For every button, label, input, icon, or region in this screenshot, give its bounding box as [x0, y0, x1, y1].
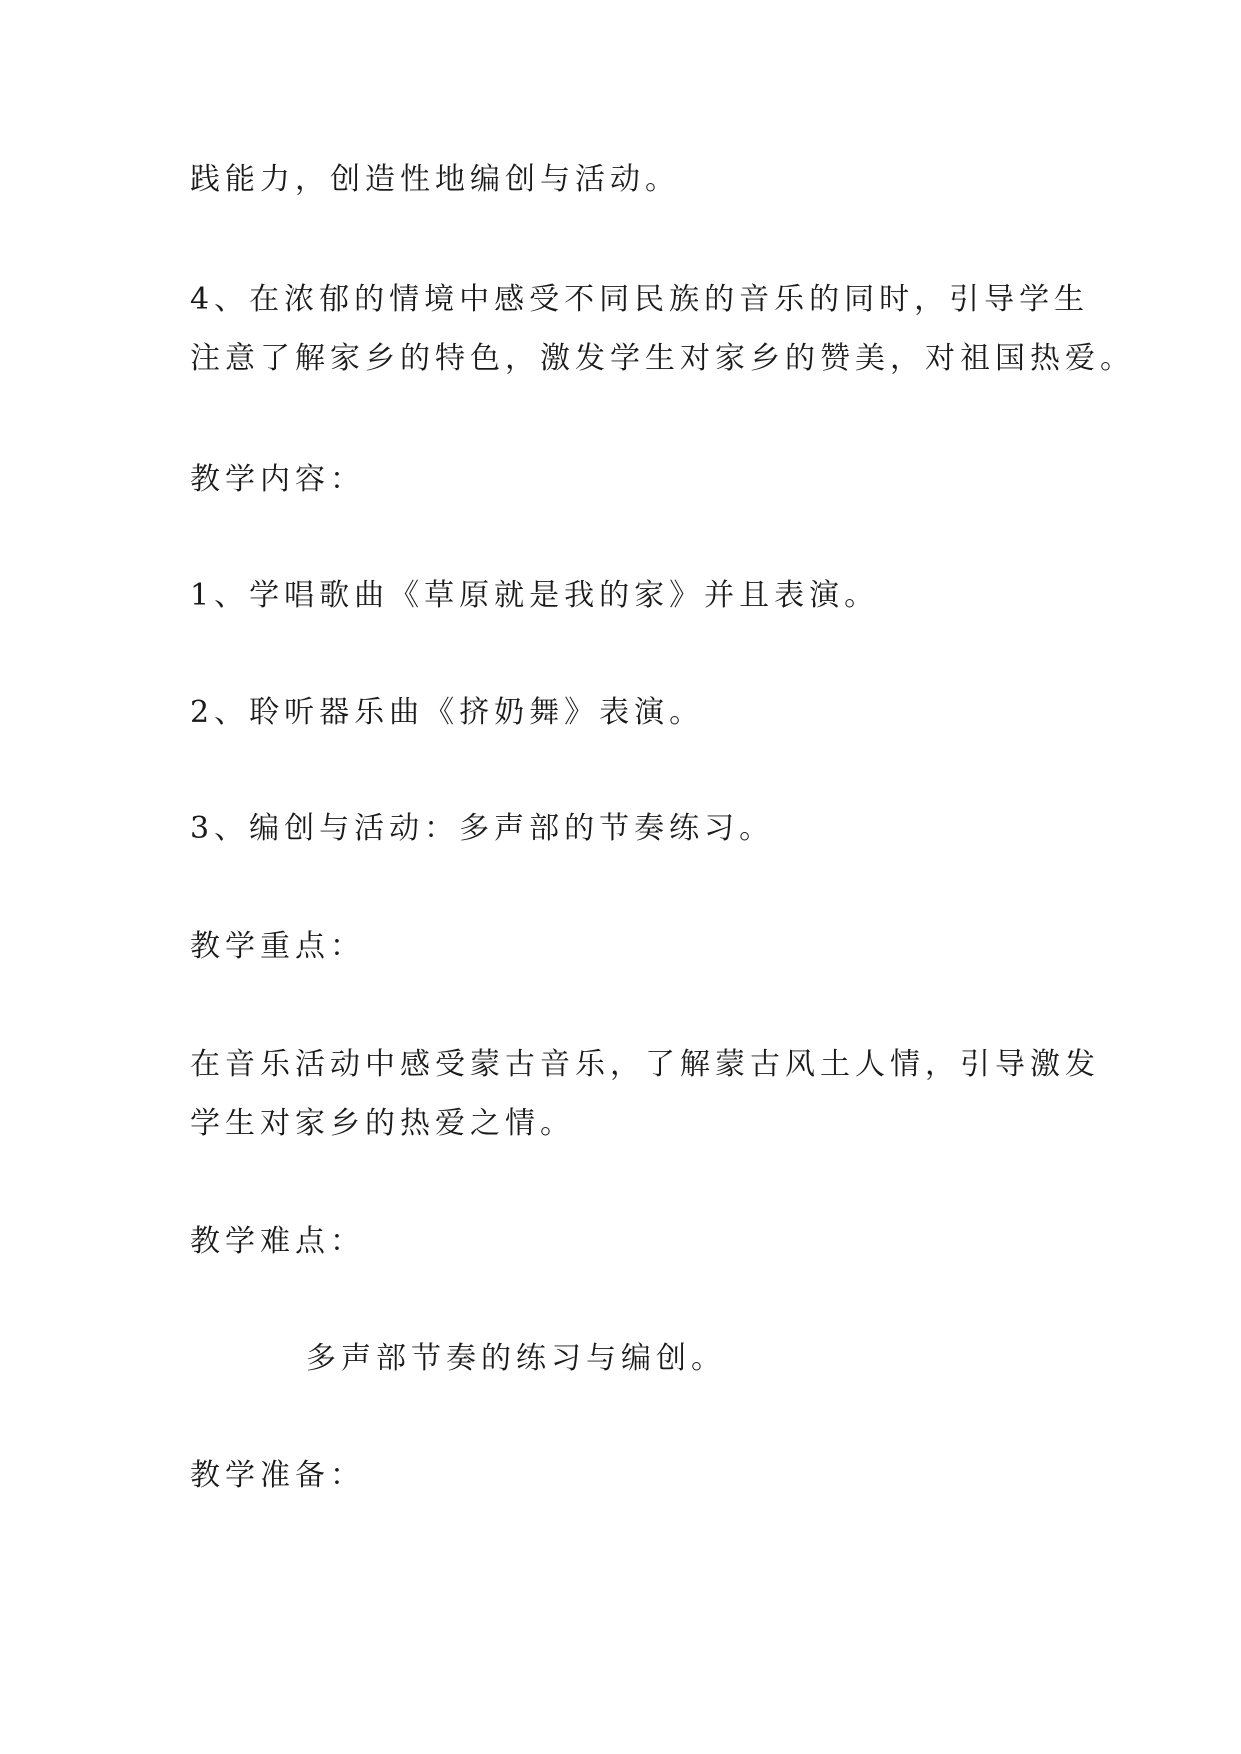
text-line: 在音乐活动中感受蒙古音乐，了解蒙古风土人情，引导激发 [190, 1047, 1100, 1082]
heading-teaching-preparation [190, 1446, 1070, 1505]
heading-teaching-difficulty [190, 1212, 1070, 1271]
text-line: 教学重点： [190, 929, 365, 964]
paragraph-objective-4 [190, 270, 1135, 388]
text-line: 多声部节奏的练习与编创。 [306, 1341, 726, 1376]
list-item-content-2 [190, 683, 1070, 742]
text-line: 4、在浓郁的情境中感受不同民族的音乐的同时，引导学生 [190, 282, 1090, 317]
list-item-content-1 [190, 566, 1070, 625]
heading-teaching-focus [190, 917, 1070, 976]
text-line: 学生对家乡的热爱之情。 [190, 1106, 575, 1141]
text-line: 2、聆听器乐曲《挤奶舞》表演。 [190, 695, 705, 730]
paragraph-teaching-focus [190, 1035, 1100, 1153]
text-line: 教学内容： [190, 462, 365, 497]
text-line: 注意了解家乡的特色，激发学生对家乡的赞美，对祖国热爱。 [190, 341, 1135, 376]
heading-teaching-content [190, 450, 1070, 509]
paragraph-practice-ability [190, 150, 1070, 209]
text-line: 3、编创与活动：多声部的节奏练习。 [190, 811, 775, 846]
paragraph-teaching-difficulty [306, 1329, 1186, 1388]
list-item-content-3 [190, 799, 1070, 858]
text-line: 教学准备： [190, 1458, 365, 1493]
text-line: 1、学唱歌曲《草原就是我的家》并且表演。 [190, 578, 880, 613]
text-line: 践能力，创造性地编创与活动。 [190, 162, 680, 197]
text-line: 教学难点： [190, 1224, 365, 1259]
